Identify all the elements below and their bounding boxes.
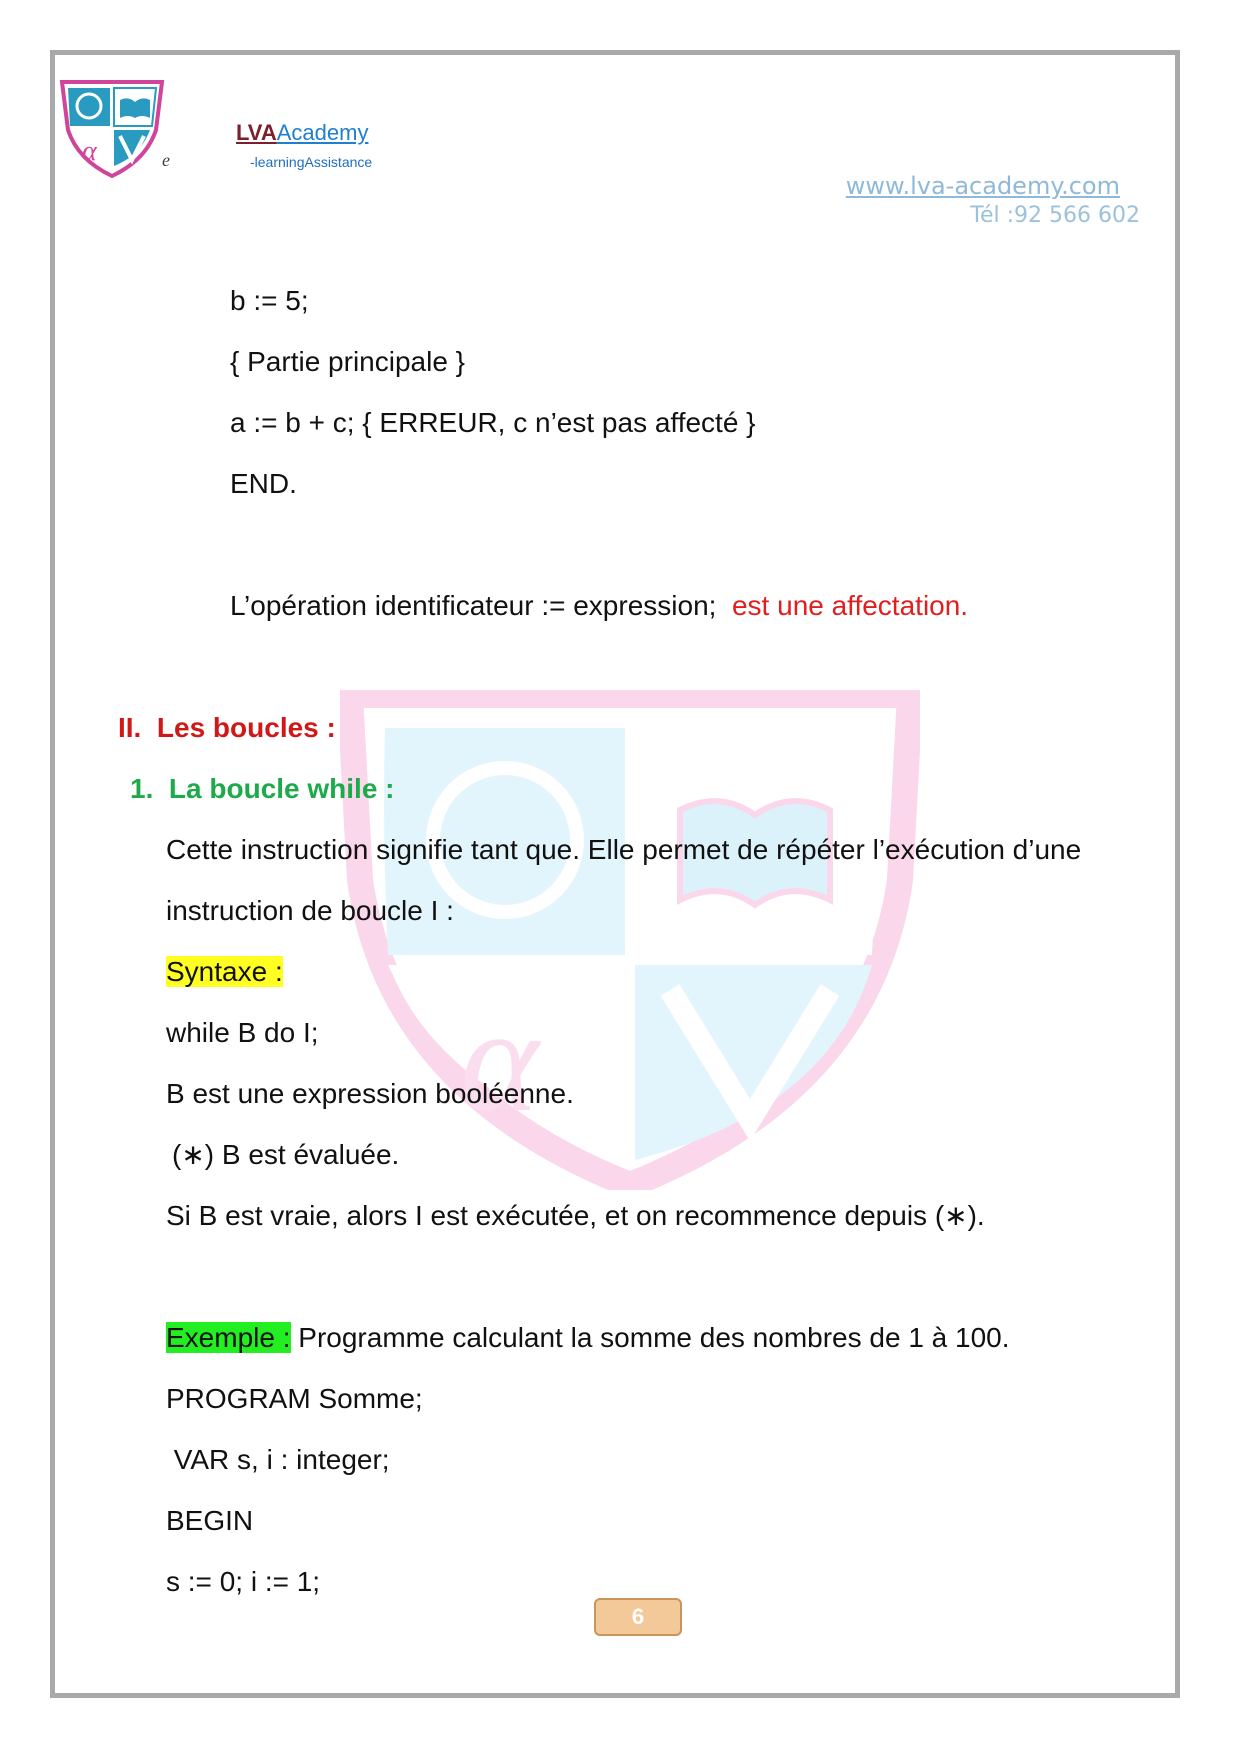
syntax-desc: Si B est vraie, alors I est exécutée, et on recommence depuis (∗). xyxy=(166,1200,985,1231)
section-number: II. xyxy=(118,712,142,743)
subsection-heading xyxy=(130,771,395,807)
code-line: END. xyxy=(230,468,297,499)
subsection-title: La boucle while : xyxy=(168,773,395,804)
example-code-line: VAR s, i : integer; xyxy=(166,1444,390,1475)
lva-shield-watermark-icon xyxy=(340,690,920,1190)
example-code-line: PROGRAM Somme; xyxy=(166,1383,423,1414)
affectation-text: L’opération identificateur := expression; xyxy=(230,590,717,621)
website-link[interactable]: www.lva-academy.com xyxy=(845,172,1120,200)
code-line: a := b + c; { ERREUR, c n’est pas affecté } xyxy=(230,407,756,438)
syntax-line: while B do I; xyxy=(166,1017,319,1048)
code-line: { Partie principale } xyxy=(230,346,466,377)
brand-e-mark: e xyxy=(162,150,170,170)
section-heading xyxy=(118,710,336,746)
page-number: 6 xyxy=(594,1598,682,1636)
subsection-number: 1. xyxy=(130,773,154,804)
example-code-line: s := 0; i := 1; xyxy=(166,1566,321,1597)
section-title: Les boucles : xyxy=(156,712,336,743)
phone-number: Tél :92 566 602 xyxy=(970,203,1140,228)
svg-text:α: α xyxy=(460,977,539,1143)
example-text: Programme calculant la somme des nombres de 1 à 100. xyxy=(298,1322,1010,1353)
lva-shield-logo-icon xyxy=(56,78,168,178)
example-label: Exemple : xyxy=(166,1322,291,1353)
syntax-desc: (∗) B est évaluée. xyxy=(172,1139,400,1170)
syntax-label-line xyxy=(166,954,283,990)
brand-name: LVAAcademy xyxy=(236,120,369,145)
paragraph-line: Cette instruction signifie tant que. Elle permet de répéter l’exécution d’une xyxy=(166,834,1082,865)
affectation-highlight: est une affectation. xyxy=(731,590,969,621)
code-line: b := 5; xyxy=(230,285,309,316)
syntax-desc: B est une expression booléenne. xyxy=(166,1078,574,1109)
paragraph-line: instruction de boucle I : xyxy=(166,895,454,926)
example-code-line: BEGIN xyxy=(166,1505,254,1536)
syntax-label: Syntaxe : xyxy=(166,956,283,987)
svg-text:α: α xyxy=(82,136,97,167)
example-line xyxy=(166,1320,1010,1356)
affectation-line xyxy=(230,588,968,624)
brand-tagline: -learningAssistance xyxy=(250,154,373,170)
